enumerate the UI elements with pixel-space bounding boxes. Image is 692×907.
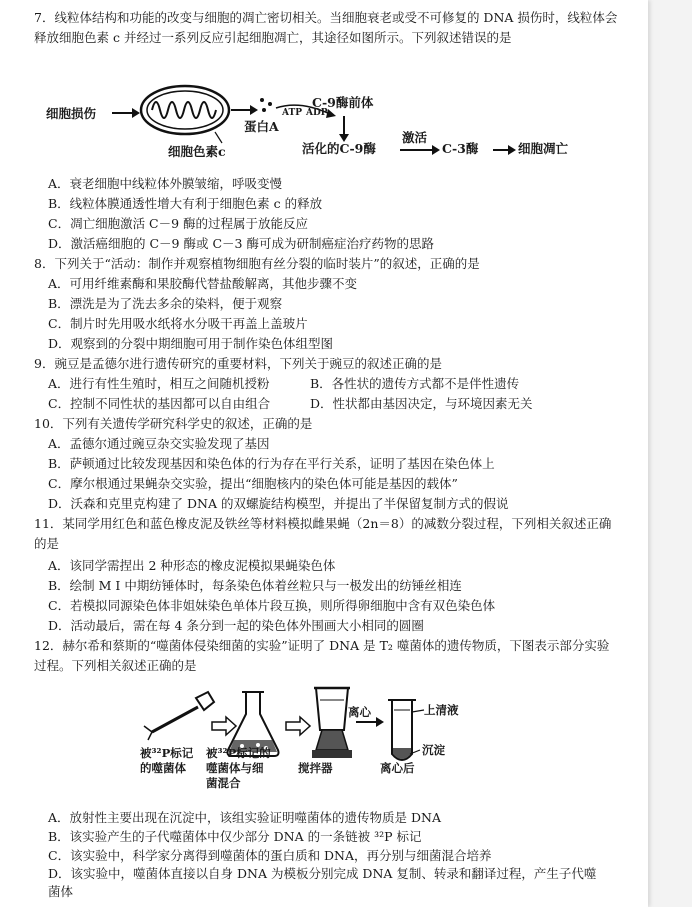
- q10-option-d: D．沃森和克里克构建了 DNA 的双螺旋结构模型，并提出了半保留复制方式的假说: [48, 496, 509, 511]
- fig-supernatant-label: 上清液: [424, 703, 459, 717]
- q8-option-c: C．制片时先用吸水纸将水分吸干再盖上盖玻片: [48, 316, 308, 331]
- q7-option-c: C．凋亡细胞激活 C－9 酶的过程属于放能反应: [48, 216, 309, 231]
- q11-option-c: C．若模拟同源染色体非姐妹染色单体片段互换，则所得卵细胞中含有双色染色体: [48, 598, 496, 613]
- q8-option-a: A．可用纤维素酶和果胶酶代替盐酸解离，其他步骤不变: [48, 276, 358, 291]
- fig-c9-precursor-label: C-9酶前体: [312, 95, 374, 110]
- fig-mix-label: 被³²P标记的噬菌体与细菌混合: [206, 746, 271, 790]
- q12-option-b: B．该实验产生的子代噬菌体中仅少部分 DNA 的一条链被 ³²P 标记: [48, 829, 422, 844]
- q10-option-c: C．摩尔根通过果蝇杂交实验，提出“细胞核内的染色体可能是基因的载体”: [48, 476, 458, 491]
- q9-option-b: B．各性状的遗传方式都不是伴性遗传: [310, 376, 520, 391]
- q11-option-d: D．活动最后，需在每 4 条分到一起的染色体外围画大小相同的圆圈: [48, 618, 424, 633]
- q9-option-d: D．性状都由基因决定，与环境因素无关: [310, 396, 533, 411]
- fig-activate-label: 激活: [402, 130, 428, 145]
- q8-option-b: B．漂洗是为了洗去多余的染料，便于观察: [48, 296, 283, 311]
- q8-option-d: D．观察到的分裂中期细胞可用于制作染色体组型图: [48, 336, 334, 351]
- question-10-stem: 10．下列有关遗传学研究科学史的叙述，正确的是: [34, 416, 313, 431]
- fig-cytc-label: 细胞色素c: [168, 144, 226, 159]
- fig-atp-label: ATP: [282, 108, 302, 118]
- q11-option-a: A．该同学需捏出 2 种形态的橡皮泥模拟果蝇染色体: [48, 558, 336, 573]
- q10-option-a: A．孟德尔通过豌豆杂交实验发现了基因: [48, 436, 270, 451]
- fig-labelled-phage: 被³²P标记的噬菌体: [140, 746, 194, 775]
- fig-centrifuge-label: 离心: [348, 705, 371, 719]
- q9-option-a: A．进行有性生殖时，相互之间随机授粉: [48, 376, 270, 391]
- q7-option-b: B．线粒体膜通透性增大有利于细胞色素 c 的释放: [48, 196, 323, 211]
- question-8-stem: 8．下列关于“活动：制作并观察植物细胞有丝分裂的临时装片”的叙述，正确的是: [34, 256, 480, 271]
- q11-option-b: B．绘制 M Ⅰ 中期纺锤体时，每条染色体着丝粒只与一极发出的纺锤丝相连: [48, 578, 462, 593]
- q12-option-d: D．该实验中，噬菌体直接以自身 DNA 为模板分别完成 DNA 复制、转录和翻译过程，产生子代噬菌体: [48, 866, 597, 899]
- fig-damage-label: 细胞损伤: [46, 106, 97, 121]
- question-7-stem: 7．线粒体结构和功能的改变与细胞的凋亡密切相关。当细胞衰老或受不可修复的 DNA 损伤时，线粒体会释放细胞色素 c 并经过一系列反应引起细胞凋亡，其途径如图所示。下列叙述错误的是: [34, 10, 618, 45]
- q12-drawing: [0, 680, 648, 800]
- question-12-stem: 12．赫尔希和蔡斯的“噬菌体侵染细菌的实验”证明了 DNA 是 T₂ 噬菌体的遗传物质，下图表示部分实验过程。下列相关叙述正确的是: [34, 638, 610, 673]
- fig-protein-a-label: 蛋白A: [244, 119, 279, 134]
- fig-after-centrifuge-label: 离心后: [380, 761, 415, 775]
- q7-option-d: D．激活癌细胞的 C－9 酶或 C－3 酶可成为研制癌症治疗药物的思路: [48, 236, 434, 251]
- q7-option-a: A．衰老细胞中线粒体外膜皱缩，呼吸变慢: [48, 176, 283, 191]
- q12-option-c: C．该实验中，科学家分离得到噬菌体的蛋白质和 DNA，再分别与细菌混合培养: [48, 848, 492, 863]
- q10-option-b: B．萨顿通过比较发现基因和染色体的行为存在平行关系，证明了基因在染色体上: [48, 456, 495, 471]
- fig-apoptosis-label: 细胞凋亡: [518, 141, 569, 156]
- q12-option-a: A．放射性主要出现在沉淀中，该组实验证明噬菌体的遗传物质是 DNA: [48, 810, 441, 825]
- q9-option-c: C．控制不同性状的基因都可以自由组合: [48, 396, 271, 411]
- fig-c3-label: C-3酶: [442, 141, 479, 156]
- fig-stirrer-label: 搅拌器: [298, 761, 333, 775]
- fig-precipitate-label: 沉淀: [422, 743, 445, 757]
- question-11-stem: 11．某同学用红色和蓝色橡皮泥及铁丝等材料模拟雌果蝇（2n＝8）的减数分裂过程，下列相关叙述正确的是: [34, 516, 612, 551]
- question-9-stem: 9．豌豆是孟德尔进行遗传研究的重要材料，下列关于豌豆的叙述正确的是: [34, 356, 442, 371]
- fig-adp-label: ADP: [306, 108, 328, 118]
- fig-c9-activated-label: 活化的C-9酶: [302, 141, 376, 156]
